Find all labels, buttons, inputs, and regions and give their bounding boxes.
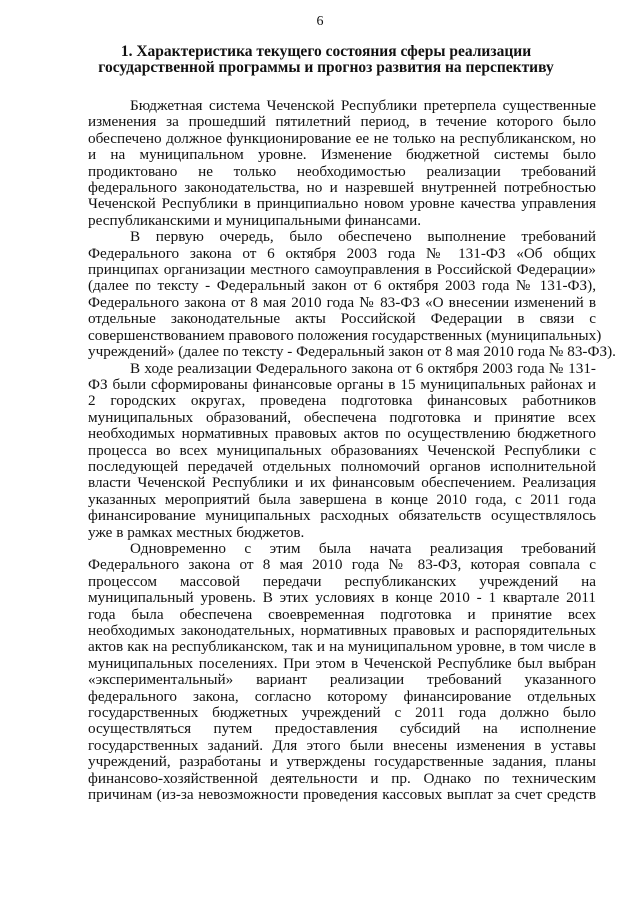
section-heading (88, 44, 564, 76)
paragraph (88, 541, 596, 804)
text-line: Бюджетная система Чеченской Республики претерпела существенные (130, 97, 596, 114)
text-line: государственных заданий. Для этого были внесены изменения в уставы (88, 736, 596, 754)
text-line: республиканскими и муниципальными финансами. (88, 211, 422, 229)
text-line: В ходе реализации Федерального закона от 6 октября 2003 года № 131- (130, 359, 596, 377)
text-line: продиктовано не только необходимостью реализации требований (88, 162, 596, 180)
paragraph (88, 98, 596, 229)
text-line: года была обеспечена своевременная подготовка и принятие всех (88, 605, 596, 623)
text-line: Федерального закона от 6 октября 2003 года № 131-ФЗ «Об общих (88, 244, 596, 262)
text-line: принципах организации местного самоуправления в Российской Федерации» (88, 261, 596, 279)
text-line: муниципальных образований, обеспечена подготовка и принятие всех (88, 408, 596, 426)
text-line: причинам (из-за невозможности проведения кассовых выплат за счет средств (88, 786, 596, 804)
text-line: Одновременно с этим была начата реализация требований (130, 539, 596, 557)
text-line: В первую очередь, было обеспечено выполнение требований (130, 228, 596, 246)
text-line: Чеченской Республики в принципиально новом уровне качества управления (88, 195, 596, 213)
text-line: муниципальных поселениях. При этом в Чеченской Республике был выбран (88, 654, 596, 672)
text-line: отдельные законодательные акты Российской Федерации в связи с (88, 310, 596, 328)
heading-line: государственной программы и прогноз развития на перспективу (98, 59, 554, 76)
body-text (88, 97, 616, 804)
text-line: обеспечено должное функционирование ее не только на республиканском, но (88, 129, 596, 147)
paragraph (88, 361, 596, 541)
text-line: (далее по тексту - Федеральный закон от 6 октября 2003 года № 131-ФЗ), (88, 277, 596, 295)
text-line: финансово-хозяйственной деятельности и пр. Однако по техническим (88, 769, 596, 787)
heading-line: 1. Характеристика текущего состояния сферы реализации (120, 43, 532, 60)
text-line: необходимых законодательных, нормативных правовых и распорядительных (88, 622, 596, 639)
text-line: осуществляться путем предоставления субсидий на исполнение (88, 720, 596, 738)
text-line: 2 городских округах, проведена подготовка финансовых работников (88, 392, 596, 410)
text-line: федерального законодательства, но и назревшей внутренней потребностью (88, 179, 596, 197)
text-line: финансирование муниципальных расходных обязательств осуществлялось (88, 507, 596, 525)
text-line: необходимых нормативных правовых актов по осуществлению бюджетного (88, 425, 596, 443)
text-line: учреждений, разработаны и утверждены государственные задания, планы (88, 753, 596, 771)
text-line: учреждений» (далее по тексту - Федеральный закон от 8 мая 2010 года № 83-ФЗ). (88, 343, 616, 361)
text-line: процессом массовой передачи республиканских учреждений на (88, 572, 596, 590)
paragraph (88, 228, 616, 361)
text-line: последующей передачей отдельных полномочий органов исполнительной (88, 457, 596, 475)
text-line: ФЗ были сформированы финансовые органы в 15 муниципальных районах и (88, 375, 596, 393)
text-line: совершенствованием правового положения государственных (муниципальных) (88, 326, 602, 344)
text-line: власти Чеченской Республики и их финансовым обеспечением. Реализация (88, 474, 596, 492)
text-line: уже в рамках местных бюджетов. (88, 523, 305, 541)
text-line: указанных мероприятий была завершена в конце 2010 года, с 2011 года (88, 490, 596, 508)
text-line: процесса во всех муниципальных образованиях Чеченской Республики с (88, 441, 596, 459)
text-line: муниципальный уровень. В этих условиях в конце 2010 - 1 квартале 2011 (88, 589, 596, 607)
text-line: изменения за прошедший пятилетний период, в течение которого было (88, 113, 596, 131)
page-number: 6 (316, 14, 324, 29)
text-line: актов как на республиканском, так и на муниципальном уровне, в том числе в (88, 638, 596, 656)
text-line: Федерального закона от 8 мая 2010 года № 83-ФЗ «О внесении изменений в (88, 293, 596, 311)
text-line: «экспериментальный» вариант реализации требований указанного (88, 671, 596, 689)
text-line: государственных бюджетных учреждений с 2011 года должно было (88, 704, 596, 722)
text-line: федерального закона, согласно которому финансирование отдельных (88, 687, 596, 705)
text-line: Федерального закона от 8 мая 2010 года № 83-ФЗ, которая совпала с (88, 556, 596, 574)
text-line: и на муниципальном уровне. Изменение бюджетной системы было (88, 146, 596, 164)
